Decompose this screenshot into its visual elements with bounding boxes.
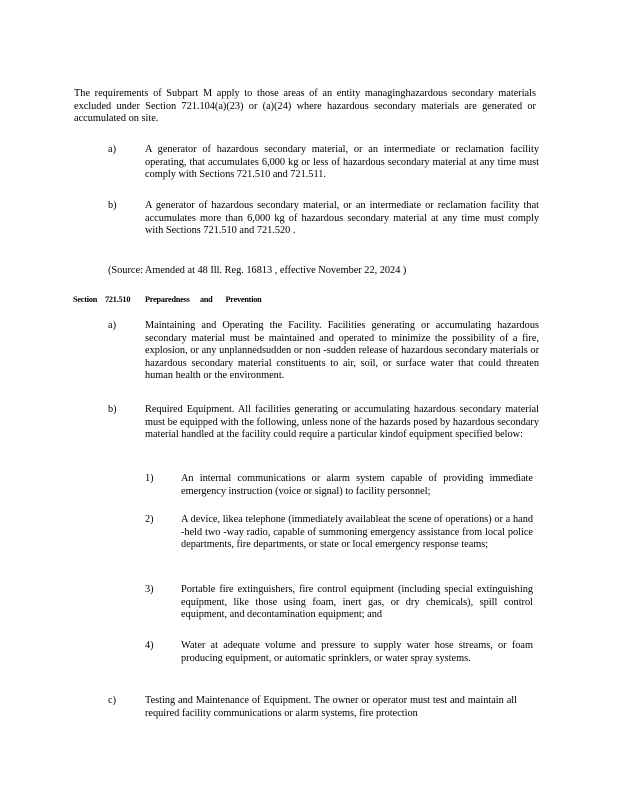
list-item-label: a) bbox=[108, 144, 116, 155]
list-item-label: c) bbox=[108, 695, 116, 706]
sublist-item-label: 4) bbox=[145, 640, 154, 651]
sublist-item-label: 3) bbox=[145, 584, 154, 595]
source-note: (Source: Amended at 48 Ill. Reg. 16813 , effective November 22, 2024 ) bbox=[108, 265, 407, 276]
list-item-text: A generator of hazardous secondary material, or an intermediate or reclamation facility that accumulates more than 6,000 kg of hazardous secondary material at any time must comply with Sections 721.510 and 721.520 . bbox=[145, 200, 539, 237]
sublist-item-label: 2) bbox=[145, 514, 154, 525]
list-item-label: a) bbox=[108, 320, 116, 331]
list-item-text: Maintaining and Operating the Facility. Facilities generating or accumulating hazardous secondary material must be maintained and operated to minimize the possibility of a fire, explosion, or any unplannedsudden or non -sudden release of hazardous secondary materials or hazardous secondary material constituents to air, soil, or surface water that could threaten human health or the environment. bbox=[145, 320, 539, 382]
sublist-item-text: An internal communications or alarm system capable of providing immediate emergency instruction (voice or signal) to facility personnel; bbox=[181, 473, 533, 497]
section-title-word: Prevention bbox=[225, 295, 262, 304]
list-item-label: b) bbox=[108, 404, 117, 415]
intro-paragraph: The requirements of Subpart M apply to those areas of an entity managinghazardous secondary materials excluded under Section 721.104(a)(23) or (a)(24) where hazardous secondary materials are generated or accumulated on site. bbox=[74, 88, 536, 125]
list-item-text: Required Equipment. All facilities generating or accumulating hazardous secondary material must be equipped with the following, unless none of the hazards posed by hazardous secondary material handled at the facility could require a particular kindof equipment specified below: bbox=[145, 404, 539, 441]
section-heading bbox=[73, 294, 262, 307]
list-item-label: b) bbox=[108, 200, 117, 211]
section-title-word: and bbox=[199, 295, 213, 304]
sublist-item-text: Water at adequate volume and pressure to supply water hose streams, or foam producing equipment, or automatic sprinklers, or water spray systems. bbox=[181, 640, 533, 664]
sublist-item-text: A device, likea telephone (immediately availableat the scene of operations) or a hand -held two -way radio, capable of summoning emergency assistance from local police departments, fire departments, or state or local emergency response teams; bbox=[181, 514, 533, 551]
section-title-word: Preparedness bbox=[145, 295, 190, 304]
sublist-item-label: 1) bbox=[145, 473, 154, 484]
sublist-item-text: Portable fire extinguishers, fire control equipment (including special extinguishing equipment, like those using foam, inert gas, or dry chemicals), spill control equipment, and decontamination equipment; and bbox=[181, 584, 533, 621]
section-number: 721.510 bbox=[105, 295, 131, 304]
list-item-text: A generator of hazardous secondary material, or an intermediate or reclamation facility operating, that accumulates 6,000 kg or less of hazardous secondary material at any time must comply with Sections 721.510 and 721.511. bbox=[145, 144, 539, 181]
section-label: Section bbox=[73, 295, 98, 304]
list-item-text: Testing and Maintenance of Equipment. The owner or operator must test and maintain all required facility communications or alarm systems, fire protection bbox=[145, 695, 517, 719]
